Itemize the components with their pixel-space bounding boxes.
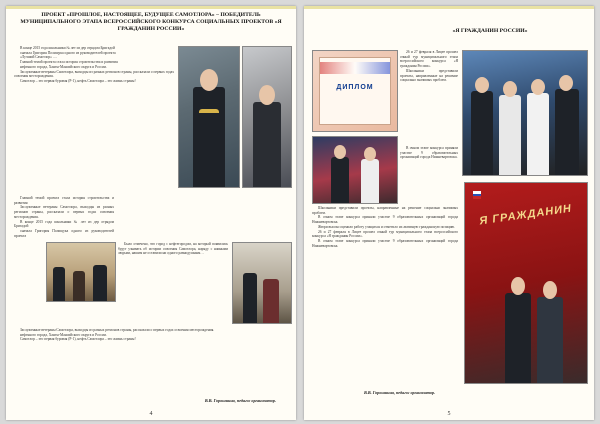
paragraph: нефтяного города, Ханты-Мансийского округа и России. xyxy=(20,332,107,337)
article-bottom xyxy=(14,328,288,394)
left-page xyxy=(6,6,296,420)
top-banner xyxy=(6,6,296,9)
paragraph: Было отмечено, что город с нефтегородом, на который появились будут узнавать об истории освоения Самотлора, наряду с наиными людьми, нашим не оставили ни одного равнодушным… xyxy=(118,242,228,256)
article-column-narrow xyxy=(400,50,458,140)
paragraph: Самотлор – это первая буровая (Р-1), нефть Самотлора – это жизнь страны! xyxy=(20,78,136,83)
paragraph: нефтяного города, Ханты-Мансийского округа и России. xyxy=(20,64,107,69)
paragraph: В очном этапе конкурса приняли участие 9 образовательных организаций города Нижневартовска. xyxy=(400,146,458,160)
students-photo xyxy=(312,136,398,204)
paragraph: сначала Григория Полищука одного из руководителей проекта xyxy=(14,228,114,238)
paragraph: Школьники представили проекты, направленные на решение социально значимых проблем. xyxy=(312,206,458,215)
paragraph: Заслуженные ветераны Самотлора, выходцы из разных регионов страны, рассказали о первых годах освоения месторождения. xyxy=(14,69,174,79)
group-photo xyxy=(462,50,588,176)
meeting-photo xyxy=(46,242,116,302)
diploma-photo xyxy=(312,50,398,132)
stage-banner-text: Я ГРАЖДАНИН xyxy=(478,202,573,228)
page-title: ПРОЕКТ «ПРОШЛОЕ, НАСТОЯЩЕЕ, БУДУЩЕЕ САМОТЛОРА» – ПОБЕДИТЕЛЬ МУНИЦИПАЛЬНОГО ЭТАПА ВСЕРОССИЙСКОГО КОНКУРСА СОЦИАЛЬНЫХ ПРОЕКТОВ «Я ГРАЖДАНИН РОССИИ» xyxy=(20,12,282,32)
article-column-body xyxy=(312,206,458,386)
paragraph: Самотлор – это первая буровая (Р-1), нефть Самотлора – это жизнь страны! xyxy=(20,337,136,342)
author-caption: В.В. Горошнина, педагог организатор. xyxy=(364,390,436,395)
paragraph: В очном этапе конкурса приняли участие 9 образовательных организаций города Нижневартовска. xyxy=(312,215,458,225)
paragraph: «Лучший Самотлор» …. xyxy=(20,55,58,60)
paragraph: В очном этапе конкурса приняли участие 9 образовательных организаций города Нижневартовска. xyxy=(312,238,458,248)
article-column-middle xyxy=(118,242,228,322)
event-photo xyxy=(232,242,292,324)
paragraph: Главной темой проекта стала история строительства и развития xyxy=(14,196,114,205)
paragraph: Заслуженные ветераны Самотлора, выходцы из разных регионов страны, рассказали о первых годах освоения месторождения. xyxy=(20,328,215,332)
page-title: «Я ГРАЖДАНИН РОССИИ» xyxy=(452,28,528,34)
paragraph: Заслуженные ветераны Самотлора, выходцы из разных регионов страны, рассказали о первых годах освоения месторождения. xyxy=(14,205,114,219)
veteran-photo xyxy=(178,46,240,188)
diploma-title: ДИПЛОМ xyxy=(336,84,374,91)
right-page xyxy=(304,6,594,420)
paragraph: сначала Григория Полищука одного из руководителей проекта xyxy=(20,50,116,55)
article-column-left xyxy=(14,46,174,84)
stage-photo xyxy=(464,182,588,384)
paragraph: Главной темой проекта стала история строительства и развития xyxy=(20,60,118,65)
speaker-photo xyxy=(242,46,292,188)
paragraph: В конце 2015 года школьники № лет из дер отрядом Бригадой xyxy=(20,46,115,50)
paragraph: Школьники представили проекты, направленные на решение социально значимых проблем. xyxy=(400,68,458,83)
page-number: 5 xyxy=(447,411,451,417)
page-number: 4 xyxy=(149,411,153,417)
author-caption: В.В. Горошнина, педагог организатор. xyxy=(204,398,276,403)
top-banner xyxy=(304,6,594,9)
paragraph: 26 и 27 февраля в Лицее прошел очный тур муниципального этапа всероссийского конкурса «Я гражданин России». xyxy=(400,50,458,69)
article-column-right-main xyxy=(400,146,458,206)
paragraph: В конце 2015 года школьники № лет из дер отрядом Бригадой xyxy=(14,219,114,229)
paragraph: Жюри высоко оценило работу учащихся и отметило их активную гражданскую позицию. xyxy=(318,224,456,229)
paragraph: 26 и 27 февраля в Лицее прошел очный тур муниципального этапа всероссийского конкурса «Я гражданин России». xyxy=(312,229,458,239)
